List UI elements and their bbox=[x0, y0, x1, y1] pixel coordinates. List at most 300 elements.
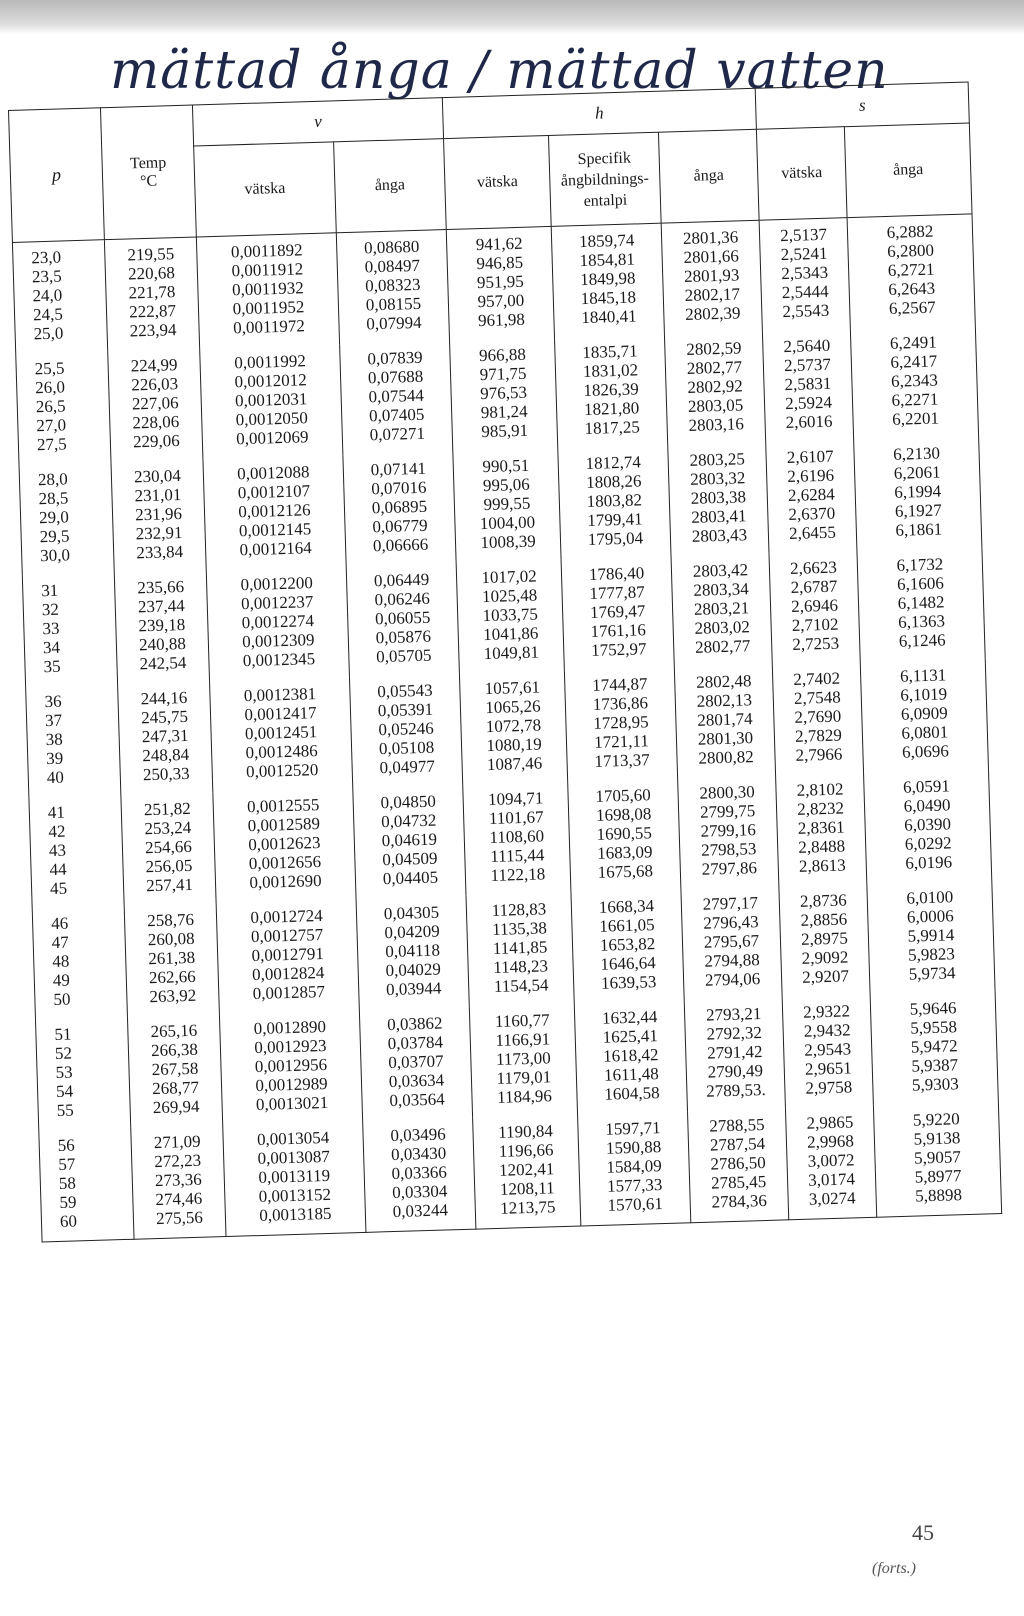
value-h-evap: 1799,41 bbox=[587, 509, 643, 530]
value-s-liquid: 2,9322 bbox=[802, 1001, 851, 1022]
header-entropy: s bbox=[755, 82, 969, 129]
value-v-liquid: 0,0012791 bbox=[251, 944, 325, 966]
value-v-vapor: 0,05391 bbox=[377, 699, 434, 721]
cell-h-evap bbox=[564, 667, 677, 781]
value-h-evap: 1840,41 bbox=[581, 306, 637, 328]
value-temp: 229,06 bbox=[132, 431, 181, 452]
cell-v-vapor bbox=[349, 674, 462, 788]
value-s-vapor: 6,1246 bbox=[898, 630, 946, 651]
value-h-evap: 1690,55 bbox=[596, 823, 653, 844]
value-h-vapor: 2785,45 bbox=[710, 1171, 767, 1193]
value-h-evap: 1668,34 bbox=[598, 896, 655, 917]
value-h-liquid: 941,62 bbox=[475, 233, 523, 255]
value-v-liquid: 0,0011952 bbox=[232, 297, 305, 319]
value-temp: 256,05 bbox=[145, 855, 193, 877]
cell-v-liquid bbox=[203, 455, 346, 570]
header-h-vapor: ånga bbox=[658, 129, 759, 223]
value-s-liquid: 2,7253 bbox=[792, 633, 840, 654]
value-v-liquid: 0,0012309 bbox=[241, 630, 315, 652]
header-temperature bbox=[100, 105, 196, 240]
cell-h-liquid bbox=[463, 782, 571, 896]
value-h-liquid: 1173,00 bbox=[495, 1048, 551, 1069]
cell-s-liquid bbox=[776, 773, 867, 887]
value-v-vapor: 0,03634 bbox=[388, 1070, 445, 1092]
value-p: 31 bbox=[40, 580, 59, 601]
value-h-liquid: 1148,23 bbox=[493, 956, 549, 977]
value-h-vapor: 2802,92 bbox=[687, 376, 743, 397]
value-v-liquid: 0,0012520 bbox=[245, 760, 319, 782]
value-h-liquid: 1154,54 bbox=[493, 975, 549, 996]
value-s-vapor: 6,2800 bbox=[886, 240, 935, 261]
value-h-vapor: 2794,88 bbox=[704, 950, 760, 971]
value-h-liquid: 1213,75 bbox=[499, 1197, 556, 1218]
cell-v-liquid bbox=[223, 1121, 366, 1237]
value-s-vapor: 5,8898 bbox=[914, 1185, 963, 1206]
cell-p bbox=[22, 573, 117, 687]
value-p: 58 bbox=[58, 1173, 77, 1193]
value-v-liquid: 0,0012012 bbox=[234, 370, 308, 392]
value-p: 28,0 bbox=[37, 469, 69, 490]
value-s-liquid: 2,8232 bbox=[796, 798, 845, 819]
cell-h-vapor bbox=[668, 443, 769, 557]
value-v-liquid: 0,0012145 bbox=[238, 519, 312, 541]
value-v-liquid: 0,0012237 bbox=[240, 592, 314, 614]
cell-v-liquid bbox=[210, 677, 353, 792]
value-p: 47 bbox=[51, 932, 69, 953]
value-s-vapor: 6,1927 bbox=[894, 500, 942, 521]
value-v-liquid: 0,0012690 bbox=[249, 871, 322, 893]
value-v-liquid: 0,0012069 bbox=[235, 427, 309, 449]
cell-h-vapor bbox=[684, 997, 785, 1111]
value-h-evap: 1705,60 bbox=[595, 785, 652, 806]
value-temp: 222,87 bbox=[128, 301, 177, 322]
value-s-vapor: 6,2061 bbox=[893, 462, 941, 483]
value-h-liquid: 1094,71 bbox=[487, 788, 544, 810]
value-s-liquid: 2,7690 bbox=[794, 706, 842, 727]
value-v-vapor: 0,03944 bbox=[385, 978, 442, 1000]
steam-table bbox=[8, 82, 1010, 1530]
value-p: 56 bbox=[57, 1135, 76, 1155]
value-v-vapor: 0,07141 bbox=[370, 458, 427, 480]
cell-v-liquid bbox=[206, 566, 349, 681]
value-p: 44 bbox=[49, 859, 67, 880]
cell-p bbox=[39, 1128, 134, 1242]
value-temp: 228,06 bbox=[132, 412, 180, 433]
cell-p bbox=[35, 1017, 130, 1131]
cell-s-liquid bbox=[762, 329, 853, 443]
value-h-vapor: 2800,82 bbox=[698, 747, 754, 768]
value-h-liquid: 961,98 bbox=[477, 309, 526, 331]
value-s-vapor: 6,2882 bbox=[886, 221, 934, 242]
value-h-liquid: 985,91 bbox=[481, 420, 529, 442]
value-h-evap: 1849,98 bbox=[579, 268, 636, 290]
value-h-evap: 1826,39 bbox=[583, 379, 639, 401]
value-h-vapor: 2803,05 bbox=[687, 395, 744, 416]
value-h-liquid: 1080,19 bbox=[486, 734, 542, 756]
value-v-liquid: 0,0013152 bbox=[258, 1184, 332, 1207]
value-h-liquid: 1049,81 bbox=[483, 642, 540, 664]
cell-h-vapor bbox=[664, 332, 765, 446]
value-v-liquid: 0,0012956 bbox=[254, 1054, 328, 1077]
value-h-evap: 1835,71 bbox=[582, 341, 638, 363]
value-s-liquid: 2,8613 bbox=[798, 855, 846, 876]
value-h-vapor: 2799,16 bbox=[700, 820, 757, 841]
cell-s-vapor bbox=[847, 214, 975, 329]
value-h-vapor: 2802,77 bbox=[686, 357, 743, 378]
value-h-evap: 1812,74 bbox=[585, 452, 642, 474]
value-s-vapor: 6,2567 bbox=[888, 297, 936, 318]
value-h-liquid: 1033,75 bbox=[482, 604, 539, 626]
value-v-liquid: 0,0012107 bbox=[237, 481, 311, 503]
value-temp: 247,31 bbox=[141, 725, 189, 747]
value-v-vapor: 0,03564 bbox=[389, 1089, 445, 1111]
value-p: 60 bbox=[59, 1211, 78, 1231]
cell-p bbox=[32, 906, 127, 1020]
value-h-evap: 1808,26 bbox=[585, 471, 642, 493]
value-temp: 245,75 bbox=[140, 706, 189, 728]
scan-top-edge bbox=[0, 0, 1024, 34]
value-s-liquid: 2,9432 bbox=[803, 1020, 851, 1041]
value-h-liquid: 1072,78 bbox=[485, 715, 542, 737]
value-v-vapor: 0,07544 bbox=[368, 385, 425, 407]
value-temp: 263,92 bbox=[149, 985, 197, 1007]
value-h-evap: 1795,04 bbox=[587, 528, 644, 549]
value-s-liquid: 2,6107 bbox=[786, 446, 834, 468]
value-h-liquid: 971,75 bbox=[479, 363, 527, 385]
value-s-liquid: 2,7548 bbox=[793, 687, 841, 708]
value-s-liquid: 2,9092 bbox=[801, 947, 849, 968]
value-temp: 260,08 bbox=[147, 928, 195, 950]
value-v-liquid: 0,0013054 bbox=[256, 1127, 330, 1150]
value-h-liquid: 1135,38 bbox=[491, 918, 548, 939]
value-v-liquid: 0,0012031 bbox=[234, 389, 308, 411]
value-temp: 257,41 bbox=[145, 874, 194, 896]
value-v-vapor: 0,03244 bbox=[392, 1200, 449, 1222]
value-s-vapor: 5,8977 bbox=[914, 1166, 962, 1187]
value-h-vapor: 2800,30 bbox=[699, 782, 755, 803]
cell-s-vapor bbox=[860, 658, 988, 773]
value-v-liquid: 0,0011912 bbox=[231, 259, 304, 281]
value-s-liquid: 2,6284 bbox=[787, 484, 835, 506]
value-h-evap: 1661,05 bbox=[599, 915, 655, 936]
value-p: 34 bbox=[42, 637, 61, 658]
value-s-vapor: 5,9387 bbox=[911, 1055, 959, 1076]
value-s-liquid: 2,5137 bbox=[779, 224, 828, 246]
value-h-liquid: 957,00 bbox=[477, 290, 525, 312]
cell-h-evap bbox=[578, 1111, 691, 1226]
value-v-vapor: 0,04509 bbox=[381, 848, 438, 870]
value-h-evap: 1769,47 bbox=[589, 601, 646, 622]
value-h-evap: 1639,53 bbox=[600, 972, 657, 993]
value-s-vapor: 6,2643 bbox=[888, 278, 936, 299]
cell-temp bbox=[124, 903, 219, 1017]
value-h-evap: 1570,61 bbox=[607, 1194, 664, 1215]
value-p: 27,0 bbox=[36, 415, 67, 436]
value-h-liquid: 946,85 bbox=[476, 252, 524, 274]
value-v-vapor: 0,03496 bbox=[390, 1124, 446, 1146]
value-v-liquid: 0,0012824 bbox=[251, 962, 325, 985]
value-p: 48 bbox=[52, 951, 70, 972]
value-p: 24,5 bbox=[32, 304, 64, 325]
value-s-vapor: 5,9220 bbox=[912, 1109, 961, 1130]
value-h-vapor: 2803,21 bbox=[693, 598, 750, 619]
cell-h-evap bbox=[561, 557, 674, 671]
value-h-liquid: 1101,67 bbox=[488, 807, 544, 829]
value-p: 25,0 bbox=[33, 323, 64, 344]
value-p: 59 bbox=[59, 1192, 77, 1212]
value-v-liquid: 0,0012050 bbox=[235, 408, 309, 430]
value-v-liquid: 0,0012381 bbox=[243, 684, 317, 706]
value-s-vapor: 5,9914 bbox=[907, 925, 955, 946]
value-h-vapor: 2802,77 bbox=[694, 636, 751, 657]
value-h-liquid: 1065,26 bbox=[485, 696, 541, 718]
value-h-vapor: 2797,17 bbox=[702, 893, 759, 914]
value-v-vapor: 0,08155 bbox=[365, 293, 422, 315]
value-temp: 223,94 bbox=[129, 320, 177, 341]
value-h-liquid: 951,95 bbox=[476, 271, 524, 293]
value-v-liquid: 0,0012724 bbox=[250, 906, 323, 928]
cell-h-evap bbox=[551, 223, 664, 338]
value-v-vapor: 0,06895 bbox=[371, 496, 428, 518]
value-p: 39 bbox=[45, 748, 64, 769]
value-h-liquid: 1122,18 bbox=[490, 864, 546, 886]
value-p: 52 bbox=[54, 1043, 73, 1064]
value-s-liquid: 2,7829 bbox=[794, 725, 843, 746]
cell-h-vapor bbox=[674, 665, 775, 779]
value-s-vapor: 6,1994 bbox=[894, 481, 942, 502]
cell-v-liquid bbox=[216, 899, 359, 1014]
value-temp: 273,36 bbox=[154, 1169, 202, 1191]
value-v-liquid: 0,0012890 bbox=[253, 1016, 327, 1039]
value-temp: 250,33 bbox=[142, 763, 190, 785]
value-p: 26,5 bbox=[35, 396, 66, 417]
cell-s-liquid bbox=[772, 662, 863, 776]
value-s-vapor: 6,0696 bbox=[901, 741, 950, 762]
value-s-vapor: 6,1131 bbox=[899, 665, 947, 686]
value-v-vapor: 0,07688 bbox=[367, 366, 424, 388]
value-s-liquid: 2,5343 bbox=[781, 262, 829, 284]
value-s-liquid: 2,8102 bbox=[796, 779, 844, 800]
value-v-liquid: 0,0012274 bbox=[241, 611, 315, 633]
value-p: 36 bbox=[44, 691, 62, 712]
value-v-vapor: 0,08323 bbox=[364, 274, 421, 296]
cell-v-liquid bbox=[196, 233, 339, 349]
value-s-liquid: 3,0174 bbox=[807, 1169, 856, 1190]
value-s-liquid: 2,5831 bbox=[784, 373, 832, 395]
value-p: 23,5 bbox=[31, 266, 62, 287]
value-h-vapor: 2794,06 bbox=[704, 969, 761, 990]
value-v-liquid: 0,0012623 bbox=[247, 833, 321, 855]
header-pressure: p bbox=[9, 108, 105, 243]
value-h-vapor: 2803,38 bbox=[690, 487, 747, 508]
value-s-liquid: 2,9968 bbox=[806, 1131, 855, 1152]
cell-h-evap bbox=[574, 1000, 687, 1114]
value-v-vapor: 0,07271 bbox=[369, 423, 426, 445]
value-temp: 219,55 bbox=[127, 244, 175, 265]
value-v-liquid: 0,0011892 bbox=[230, 240, 303, 262]
value-temp: 258,76 bbox=[146, 909, 195, 931]
cell-v-vapor bbox=[346, 563, 459, 677]
value-s-liquid: 2,5444 bbox=[781, 281, 829, 303]
value-p: 27,5 bbox=[36, 434, 67, 455]
cell-h-vapor bbox=[671, 554, 772, 668]
value-s-vapor: 5,9303 bbox=[911, 1074, 959, 1095]
value-s-liquid: 2,6946 bbox=[790, 595, 839, 616]
value-s-vapor: 6,1019 bbox=[900, 684, 948, 705]
value-temp: 226,03 bbox=[131, 374, 179, 395]
value-v-liquid: 0,0012656 bbox=[248, 852, 322, 874]
cell-s-liquid bbox=[769, 551, 860, 665]
value-temp: 274,46 bbox=[155, 1188, 203, 1210]
value-temp: 272,23 bbox=[154, 1150, 202, 1172]
value-h-liquid: 995,06 bbox=[482, 474, 531, 496]
value-v-liquid: 0,0011992 bbox=[234, 351, 307, 373]
cell-v-liquid bbox=[213, 788, 356, 903]
value-p: 23,0 bbox=[31, 247, 62, 268]
value-s-vapor: 6,0100 bbox=[906, 887, 954, 908]
value-p: 41 bbox=[47, 802, 66, 823]
value-temp: 268,77 bbox=[151, 1077, 200, 1099]
saturated-steam-table bbox=[8, 81, 1002, 1242]
value-h-evap: 1625,41 bbox=[602, 1026, 659, 1047]
value-temp: 244,16 bbox=[140, 687, 188, 709]
value-s-liquid: 2,9651 bbox=[804, 1058, 852, 1079]
cell-h-liquid bbox=[446, 226, 554, 341]
value-s-vapor: 5,9558 bbox=[909, 1017, 958, 1038]
value-h-evap: 1821,80 bbox=[583, 398, 640, 420]
value-h-liquid: 1184,96 bbox=[496, 1086, 553, 1107]
header-s-vapor: ånga bbox=[844, 123, 972, 218]
value-s-liquid: 2,9758 bbox=[805, 1077, 853, 1098]
value-h-vapor: 2789,53. bbox=[705, 1079, 766, 1101]
value-v-vapor: 0,07405 bbox=[368, 404, 425, 426]
cell-v-vapor bbox=[356, 896, 469, 1010]
header-h-evap-line2: ångbildnings- bbox=[560, 169, 650, 190]
header-v-liquid: vätska bbox=[194, 142, 337, 237]
value-p: 51 bbox=[54, 1024, 72, 1045]
cell-h-evap bbox=[558, 446, 671, 560]
value-s-vapor: 6,2343 bbox=[890, 370, 939, 391]
value-v-liquid: 0,0012555 bbox=[246, 795, 320, 817]
cell-temp bbox=[118, 681, 213, 795]
cell-s-vapor bbox=[873, 1102, 1001, 1217]
value-v-liquid: 0,0012757 bbox=[250, 925, 324, 947]
value-h-liquid: 1017,02 bbox=[481, 566, 537, 588]
cell-p bbox=[19, 462, 114, 576]
cell-h-liquid bbox=[453, 449, 561, 563]
header-enthalpy: h bbox=[442, 88, 756, 138]
value-p: 25,5 bbox=[34, 358, 65, 379]
value-v-liquid: 0,0012486 bbox=[245, 741, 319, 763]
value-s-vapor: 6,2491 bbox=[889, 332, 937, 353]
cell-temp bbox=[108, 348, 203, 462]
value-v-liquid: 0,0012923 bbox=[254, 1035, 327, 1058]
value-s-vapor: 6,0909 bbox=[900, 703, 948, 724]
cell-v-liquid bbox=[219, 1010, 362, 1125]
value-v-liquid: 0,0012126 bbox=[238, 500, 311, 522]
value-s-liquid: 2,9543 bbox=[804, 1039, 852, 1060]
value-h-vapor: 2801,74 bbox=[697, 709, 753, 730]
value-s-liquid: 2,5924 bbox=[784, 392, 833, 414]
value-v-liquid: 0,0012345 bbox=[242, 649, 316, 671]
value-temp: 235,66 bbox=[137, 576, 185, 598]
value-p: 28,5 bbox=[38, 488, 69, 509]
value-h-vapor: 2792,32 bbox=[706, 1023, 763, 1044]
value-s-vapor: 6,1861 bbox=[895, 519, 943, 540]
header-h-liquid: vätska bbox=[444, 135, 552, 229]
value-s-liquid: 2,9865 bbox=[806, 1112, 854, 1133]
value-v-vapor: 0,08497 bbox=[364, 255, 421, 277]
value-h-evap: 1577,33 bbox=[606, 1175, 663, 1196]
value-v-vapor: 0,05246 bbox=[378, 718, 434, 740]
value-v-liquid: 0,0012857 bbox=[252, 981, 326, 1004]
value-h-evap: 1859,74 bbox=[578, 230, 635, 252]
value-p: 54 bbox=[55, 1081, 74, 1101]
value-temp: 239,18 bbox=[138, 614, 186, 636]
value-s-liquid: 2,8361 bbox=[797, 817, 845, 838]
value-v-vapor: 0,04118 bbox=[385, 940, 441, 962]
value-s-liquid: 2,6787 bbox=[790, 576, 838, 597]
value-h-evap: 1713,37 bbox=[594, 750, 650, 771]
value-h-liquid: 1008,39 bbox=[480, 531, 536, 553]
value-s-liquid: 2,6196 bbox=[787, 465, 835, 487]
value-h-liquid: 1202,41 bbox=[498, 1159, 555, 1180]
table-body bbox=[12, 214, 1001, 1242]
value-s-vapor: 6,0490 bbox=[903, 795, 951, 816]
value-h-evap: 1831,02 bbox=[582, 360, 639, 382]
value-h-vapor: 2803,02 bbox=[694, 617, 751, 638]
header-h-evap-line3: entalpi bbox=[583, 191, 628, 210]
value-h-vapor: 2801,93 bbox=[683, 265, 740, 287]
value-v-liquid: 0,0013185 bbox=[259, 1203, 332, 1226]
value-h-liquid: 1179,01 bbox=[496, 1067, 552, 1088]
value-h-evap: 1854,81 bbox=[579, 249, 636, 271]
value-p: 30,0 bbox=[39, 545, 71, 566]
value-h-evap: 1736,86 bbox=[592, 693, 649, 714]
value-h-vapor: 2790,49 bbox=[707, 1061, 764, 1082]
value-s-vapor: 5,9646 bbox=[909, 998, 957, 1019]
value-h-evap: 1728,95 bbox=[593, 712, 649, 733]
value-v-vapor: 0,03862 bbox=[386, 1013, 443, 1035]
value-h-evap: 1803,82 bbox=[586, 490, 643, 511]
value-v-vapor: 0,06246 bbox=[374, 588, 431, 610]
value-s-vapor: 6,1363 bbox=[897, 611, 946, 632]
value-s-vapor: 6,0801 bbox=[901, 722, 949, 743]
value-v-liquid: 0,0012164 bbox=[239, 538, 313, 560]
value-v-vapor: 0,04405 bbox=[382, 867, 439, 889]
cell-v-vapor bbox=[359, 1007, 472, 1121]
value-p: 32 bbox=[41, 599, 60, 620]
cell-s-liquid bbox=[779, 884, 870, 998]
value-v-vapor: 0,04029 bbox=[385, 959, 442, 981]
value-h-vapor: 2787,54 bbox=[709, 1133, 766, 1155]
handwritten-note-text: mättad ånga / mättad vatten bbox=[110, 41, 889, 101]
value-temp: 262,66 bbox=[148, 966, 196, 988]
value-h-evap: 1752,97 bbox=[590, 639, 647, 660]
value-p: 55 bbox=[56, 1100, 74, 1120]
value-v-vapor: 0,03304 bbox=[391, 1181, 448, 1203]
value-p: 57 bbox=[58, 1154, 76, 1174]
value-h-vapor: 2799,75 bbox=[699, 801, 756, 822]
value-v-vapor: 0,05876 bbox=[375, 626, 432, 648]
value-h-liquid: 976,53 bbox=[479, 382, 528, 404]
value-v-vapor: 0,03784 bbox=[387, 1032, 444, 1054]
value-h-vapor: 2786,50 bbox=[710, 1152, 766, 1174]
value-s-liquid: 2,6455 bbox=[788, 522, 837, 544]
cell-h-vapor bbox=[678, 776, 779, 890]
value-temp: 237,44 bbox=[137, 595, 185, 617]
value-p: 26,0 bbox=[34, 377, 66, 398]
